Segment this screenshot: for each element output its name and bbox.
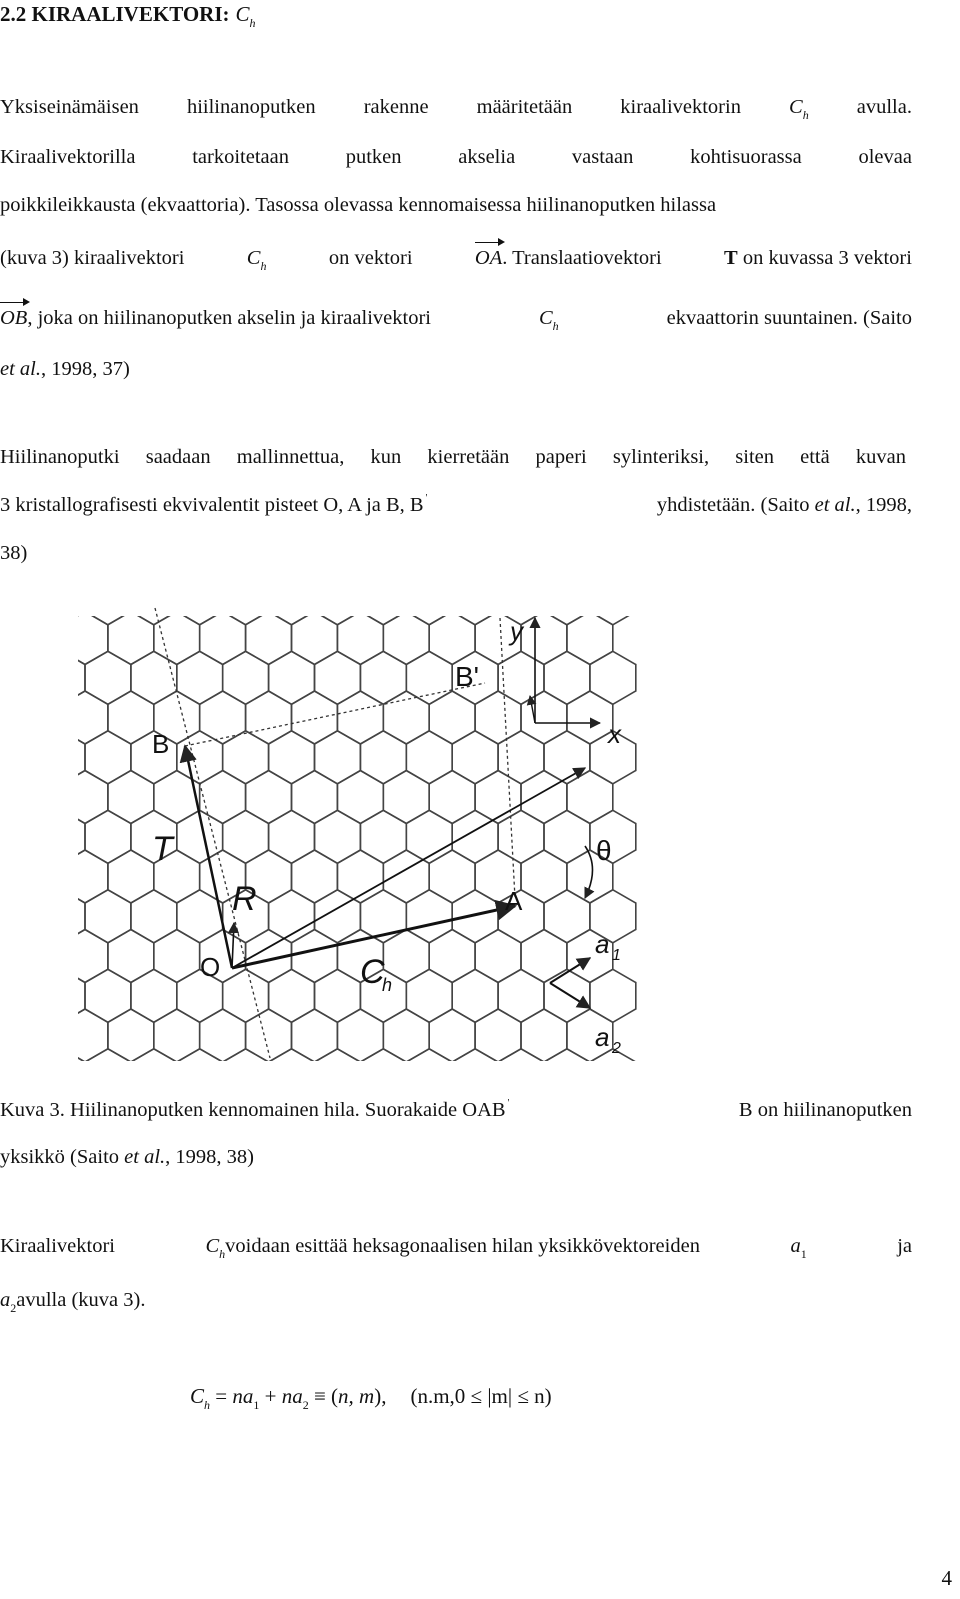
hexagon [60, 598, 85, 625]
ch-sub: h [260, 259, 267, 273]
hexagon [108, 691, 154, 744]
a2-sub: 2 [10, 1301, 17, 1315]
hexagon [60, 612, 62, 665]
hexagon [223, 810, 269, 863]
hexagon [383, 691, 429, 744]
hexagon [544, 598, 590, 625]
hexagon [246, 771, 292, 824]
hexagon [406, 598, 452, 625]
hexagon [360, 651, 406, 704]
hexagon [177, 731, 223, 784]
hexagon [292, 691, 338, 744]
small-vector-o [232, 923, 234, 968]
ch-letter: C [538, 307, 553, 329]
hexagon [62, 1009, 108, 1062]
p2-line-1 [0, 446, 912, 469]
heading-symbol-sub: h [249, 16, 256, 30]
hexagon [567, 771, 613, 824]
hexagon [544, 810, 590, 863]
hexagon [131, 890, 177, 943]
hexagon [544, 731, 590, 784]
p1-line-5 [0, 307, 912, 333]
hexagon [337, 771, 383, 824]
word: putken [345, 146, 402, 168]
hexagon [223, 1049, 269, 1068]
label-a1: a [595, 929, 610, 959]
hexagon [406, 969, 452, 1022]
hexagon [246, 612, 292, 665]
p1-line-3 [0, 194, 912, 217]
hexagon [475, 930, 521, 983]
hexagon [590, 969, 636, 1022]
hexagon [383, 771, 429, 824]
prime-mark: ' [507, 1098, 510, 1109]
hexagon [177, 890, 223, 943]
ch-symbol [538, 307, 559, 333]
hexagon [315, 598, 361, 625]
word: tarkoitetaan [192, 146, 289, 168]
hexagon [498, 731, 544, 784]
hexagon [429, 691, 475, 744]
text: yksikkö (Saito [0, 1146, 120, 1168]
p1-line-6 [0, 358, 912, 381]
hexagon [315, 810, 361, 863]
hexagon [60, 969, 85, 1022]
ch-sub: h [552, 319, 559, 333]
hexagon [292, 612, 338, 665]
label-ch-sub: h [382, 975, 393, 995]
hexagon [60, 930, 62, 983]
word: Kiraalivektorilla [0, 146, 136, 168]
a2-letter: a [0, 1289, 11, 1311]
word: kohtisuorassa [690, 146, 802, 168]
hexagon [452, 810, 498, 863]
hexagon-grid [60, 598, 636, 1068]
label-a2-sub: 2 [612, 1040, 621, 1057]
hexagon [406, 890, 452, 943]
word: hiilinanoputken [186, 96, 316, 118]
text: , joka on hiilinanoputken akselin ja kiraalivektori [27, 307, 431, 329]
hexagon [108, 771, 154, 824]
ch-symbol [789, 96, 809, 122]
formula-na2: na [281, 1384, 303, 1408]
heading-symbol: C [235, 2, 250, 26]
hexagon [521, 930, 567, 983]
label-y: y [510, 616, 523, 646]
hexagon [223, 969, 269, 1022]
word: avulla. [856, 96, 912, 118]
label-a1-sub: 1 [612, 947, 621, 964]
hexagon [269, 731, 315, 784]
hexagon [246, 691, 292, 744]
hexagon [200, 691, 246, 744]
label-theta: θ [596, 835, 612, 866]
text: yhdistetään. (Saito [656, 494, 810, 516]
hexagon [315, 651, 361, 704]
hexagon [60, 731, 85, 784]
hexagon [498, 969, 544, 1022]
line-text: Hiilinanoputki saadaan mallinnettua, kun kierretään paperi sylinteriksi, siten että kuvan [0, 446, 906, 468]
label-b: B [152, 729, 170, 759]
hexagon [452, 890, 498, 943]
hexagon [60, 1049, 85, 1068]
ch-sub: h [219, 1247, 226, 1261]
hexagon [360, 598, 406, 625]
hexagon [567, 691, 613, 744]
ch-symbol [246, 247, 267, 273]
hexagon [85, 598, 131, 625]
hexagon [475, 691, 521, 744]
hexagon [246, 1009, 292, 1062]
hexagon [475, 771, 521, 824]
honeycomb-lattice-figure [60, 598, 640, 1068]
hexagon [337, 691, 383, 744]
hexagon [452, 1049, 498, 1068]
hexagon [292, 850, 338, 903]
p3-line-1 [0, 1235, 912, 1261]
hexagon [62, 612, 108, 665]
prime-mark: ' [425, 493, 428, 504]
et-al: et al. [0, 358, 41, 380]
word: akselia [458, 146, 516, 168]
hexagon [223, 598, 269, 625]
p3-line-2 [0, 1289, 912, 1315]
caption-line-2 [0, 1146, 912, 1169]
hexagon [590, 598, 636, 625]
hexagon [85, 731, 131, 784]
text: on vektori [328, 247, 413, 269]
heading-text: 2.2 KIRAALIVEKTORI: [0, 2, 230, 26]
word: Yksiseinämäisen [0, 96, 139, 118]
hexagon [85, 969, 131, 1022]
hexagon [154, 930, 200, 983]
hexagon [475, 1009, 521, 1062]
hexagon [85, 810, 131, 863]
hexagon [269, 598, 315, 625]
hexagon [590, 651, 636, 704]
hexagon [131, 598, 177, 625]
hexagon [544, 890, 590, 943]
hexagon [315, 1049, 361, 1068]
hexagon [131, 969, 177, 1022]
hexagon [337, 1009, 383, 1062]
word: olevaa [858, 146, 912, 168]
text: ja [897, 1235, 912, 1257]
hexagon [108, 612, 154, 665]
hexagon [269, 810, 315, 863]
hexagon [452, 731, 498, 784]
hexagon [429, 612, 475, 665]
formula-condition: (n.m,0 ≤ |m| ≤ n) [410, 1384, 552, 1408]
hexagon [269, 1049, 315, 1068]
formula-h: h [204, 1398, 211, 1412]
label-b-prime: B' [455, 661, 480, 692]
hexagon [60, 771, 62, 824]
hexagon [360, 731, 406, 784]
hexagon [200, 1009, 246, 1062]
hexagon [85, 651, 131, 704]
hexagon [567, 612, 613, 665]
formula-eq: = [210, 1384, 233, 1408]
word: rakenne [363, 96, 429, 118]
label-ch: C [360, 953, 385, 991]
formula-equiv: ≡ ( [308, 1384, 339, 1408]
line-text: 38) [0, 542, 28, 564]
word: kiraalivektorin [620, 96, 741, 118]
hexagon [200, 612, 246, 665]
hexagon [383, 850, 429, 903]
hexagon [131, 651, 177, 704]
chiral-vector-formula [190, 1384, 552, 1412]
hexagon [131, 1049, 177, 1068]
p1-line-4 [0, 247, 912, 273]
p1-line-1 [0, 96, 912, 122]
text: , 1998, [855, 494, 912, 516]
text: (kuva 3) kiraalivektori [0, 247, 185, 269]
hexagon [108, 1009, 154, 1062]
hexagon [360, 810, 406, 863]
text: . Translaatiovektori [502, 247, 662, 269]
hexagon [544, 1049, 590, 1068]
text: on kuvassa 3 vektori [742, 247, 912, 269]
hexagon [544, 969, 590, 1022]
word: vastaan [571, 146, 634, 168]
label-x: x [608, 719, 621, 749]
ch-sub: h [802, 108, 809, 122]
section-heading [0, 2, 256, 30]
hexagon [521, 771, 567, 824]
hexagon [429, 930, 475, 983]
hexagon [498, 1049, 544, 1068]
label-o: O [200, 952, 221, 982]
a1-sub: 1 [800, 1247, 807, 1261]
hexagon [62, 850, 108, 903]
hexagon [521, 612, 567, 665]
label-t: T [152, 830, 173, 868]
hexagon [62, 930, 108, 983]
text: B on hiilinanoputken [738, 1099, 912, 1121]
p2-line-2 [0, 494, 912, 517]
hexagon [108, 850, 154, 903]
formula-plus: + [259, 1384, 282, 1408]
hexagon [292, 771, 338, 824]
hexagon [60, 651, 85, 704]
hexagon [337, 612, 383, 665]
hexagon [62, 771, 108, 824]
et-al: et al. [814, 494, 856, 516]
hexagon [154, 1009, 200, 1062]
ch-letter: C [246, 247, 261, 269]
hexagon [360, 1049, 406, 1068]
text: ekvaattorin suuntainen. (Saito [666, 307, 912, 329]
hexagon [498, 651, 544, 704]
formula-nm: n, m [338, 1384, 375, 1408]
vector-r [232, 768, 585, 968]
hexagon [292, 1009, 338, 1062]
hexagon [292, 930, 338, 983]
lattice-svg [60, 598, 640, 1068]
hexagon [223, 731, 269, 784]
ch-symbol [205, 1235, 226, 1261]
a1-letter: a [790, 1235, 801, 1257]
caption-line-1 [0, 1099, 912, 1122]
hexagon [60, 691, 62, 744]
hexagon [154, 612, 200, 665]
vector-t: T [724, 247, 738, 269]
hexagon [85, 890, 131, 943]
hexagon [108, 930, 154, 983]
hexagon [383, 612, 429, 665]
text: 3 kristallografisesti ekvivalentit pisteet O, A ja B, B [0, 494, 424, 516]
hexagon [498, 810, 544, 863]
p1-line-2 [0, 146, 912, 169]
text: , 1998, 37) [41, 358, 130, 380]
hexagon [60, 850, 62, 903]
et-al: et al. [124, 1146, 166, 1168]
formula-close: ), [374, 1384, 387, 1408]
hexagon [60, 810, 85, 863]
hexagon [315, 890, 361, 943]
hexagon [60, 1009, 62, 1062]
text: Kuva 3. Hiilinanoputken kennomainen hila. Suorakaide OAB [0, 1099, 506, 1121]
hexagon [177, 598, 223, 625]
hexagon [85, 1049, 131, 1068]
hexagon [177, 1049, 223, 1068]
hexagon [429, 850, 475, 903]
hexagon [406, 1049, 452, 1068]
hexagon [383, 1009, 429, 1062]
hexagon [544, 651, 590, 704]
hexagon [521, 1009, 567, 1062]
vector-oa: OA [474, 247, 503, 269]
theta-arc [585, 846, 593, 898]
hexagon [315, 969, 361, 1022]
p2-line-3 [0, 542, 912, 565]
hexagon [406, 651, 452, 704]
hexagon [452, 969, 498, 1022]
text: , 1998, 38) [165, 1146, 254, 1168]
hexagon [62, 691, 108, 744]
text: voidaan esittää heksagonaalisen hilan yksikkövektoreiden [225, 1235, 700, 1257]
page-number: 4 [941, 1566, 952, 1590]
vector-ob: OB [0, 307, 28, 329]
label-a: A [505, 886, 523, 916]
hexagon [223, 651, 269, 704]
ch-letter: C [205, 1235, 220, 1257]
hexagon [406, 731, 452, 784]
hexagon [269, 969, 315, 1022]
label-a2: a [595, 1022, 610, 1052]
hexagon [521, 691, 567, 744]
a2-vector [550, 983, 590, 1008]
formula-c: C [190, 1384, 205, 1408]
hexagon [452, 598, 498, 625]
hexagon [429, 771, 475, 824]
ch-letter: C [789, 96, 803, 118]
formula-na1: na [232, 1384, 254, 1408]
hexagon [521, 850, 567, 903]
word: määritetään [476, 96, 573, 118]
text: avulla (kuva 3). [16, 1289, 146, 1311]
formula-sub1: 1 [253, 1398, 260, 1412]
hexagon [177, 651, 223, 704]
hexagon [269, 651, 315, 704]
hexagon [200, 771, 246, 824]
hexagon [60, 890, 85, 943]
label-r: R [232, 880, 257, 918]
formula-sub2: 2 [302, 1398, 309, 1412]
line-text: poikkileikkausta (ekvaattoria). Tasossa olevassa kennomaisessa hiilinanoputken hilassa [0, 194, 717, 216]
text: Kiraalivektori [0, 1235, 115, 1257]
hexagon [315, 731, 361, 784]
hexagon [429, 1009, 475, 1062]
